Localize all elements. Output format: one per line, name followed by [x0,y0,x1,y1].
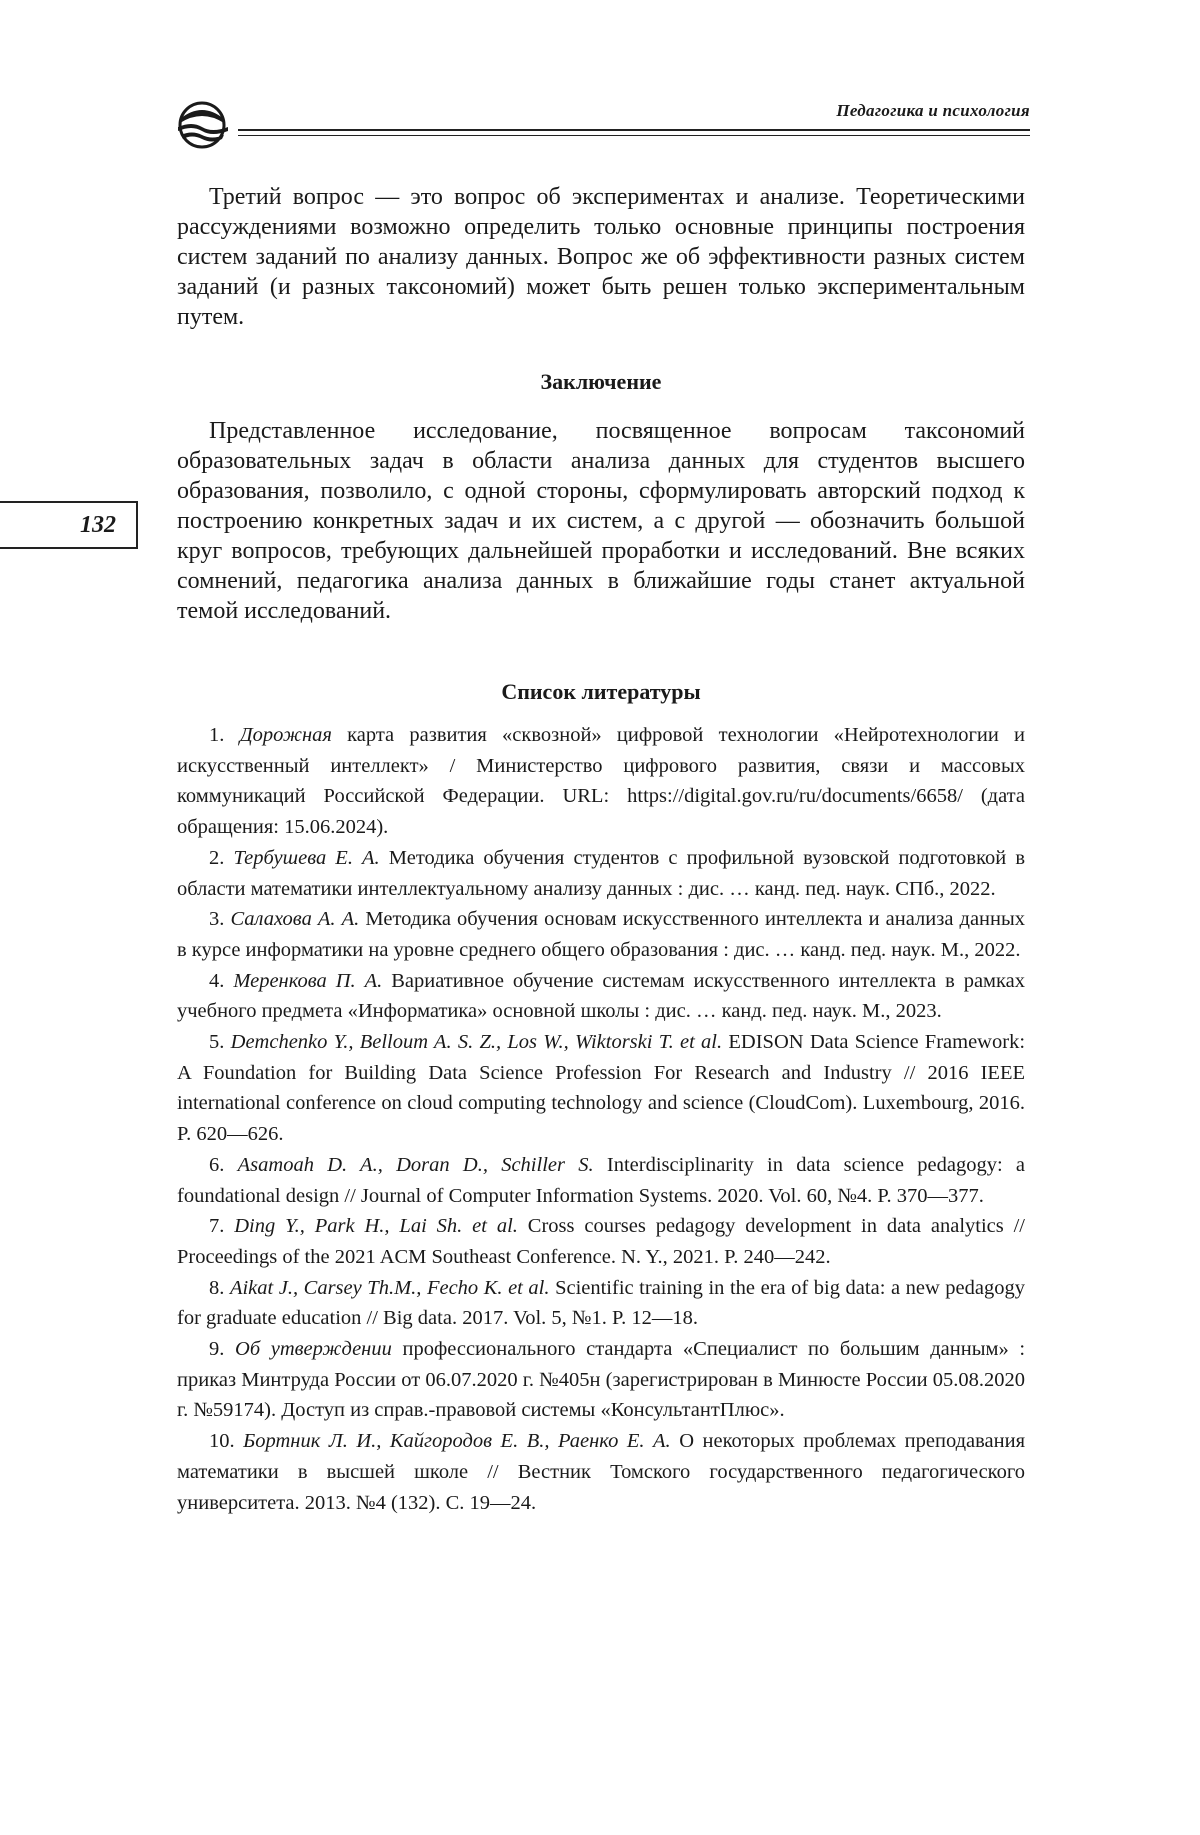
reference-authors: Салахова А. А. [230,908,360,931]
references-heading: Список литературы [501,679,701,704]
reference-number: 2. [209,846,225,869]
journal-logo-icon [172,99,236,151]
reference-authors: Тербушева Е. А. [233,846,380,869]
reference-authors: Demchenko Y., Belloum A. S. Z., Los W., Wiktorski T. et al. [230,1031,723,1054]
reference-text: карта развития «сквозной» цифровой технологии «Нейротехнологии и искусственный интеллект» / Министерство цифрового развития, связи и массовых коммуникаций Российской Федерации. URL: https://digital.gov.ru/ru/documents/6658/ (дата обращения: 15.06.2024). [177,724,1025,839]
reference-item [177,1211,1025,1272]
reference-authors: Дорожная [239,724,332,746]
intro-paragraph: Третий вопрос — это вопрос об экспериментах и анализе. Теоретическими рассуждениями возможно определить только основные принципы построения систем заданий по анализу данных. Вопрос же об эффективности разных систем заданий (и разных таксономий) может быть решен только экспериментальным путем. [177,184,1025,330]
reference-authors: Меренкова П. А. [233,969,383,992]
reference-number: 7. [209,1215,225,1238]
reference-authors: Об утверждении [235,1338,392,1361]
reference-item [177,1027,1025,1150]
header-rule [238,129,1030,131]
reference-authors: Aikat J., Carsey Th.M., Fecho K. et al. [229,1276,550,1299]
reference-text: Cross courses pedagogy development in data analytics // Proceedings of the 2021 ACM Southeast Conference. N. Y., 2021. P. 240—242. [177,1215,1025,1268]
article-body [177,182,1025,1518]
reference-number: 9. [209,1338,225,1361]
reference-item [177,1273,1025,1334]
reference-item [177,1150,1025,1211]
reference-authors: Ding Y., Park H., Lai Sh. et al. [234,1215,518,1238]
reference-number: 10. [209,1430,235,1453]
reference-number: 8. [209,1276,225,1299]
page-number-box [0,501,138,549]
reference-text: EDISON Data Science Framework: A Foundation for Building Data Science Profession For Research and Industry // 2016 IEEE international conference on cloud computing technology and science (CloudCom). Luxembourg, 2016. P. 620—626. [177,1031,1026,1146]
reference-text: Interdisciplinarity in data science pedagogy: a foundational design // Journal of Computer Information Systems. 2020. Vol. 60, №4. P. 370—377. [177,1153,1026,1207]
header-rule-thin [238,135,1030,136]
reference-text: Вариативное обучение системам искусственного интеллекта в рамках учебного предмета «Информатика» основной школы : дис. … канд. пед. наук. М., 2023. [177,969,1026,1023]
reference-item [177,843,1025,904]
reference-text: О некоторых проблемах преподавания математики в высшей школе // Вестник Томского государственного педагогического университета. 2013. №4 (132). С. 19—24. [177,1430,1026,1514]
reference-item [177,1334,1025,1426]
reference-number: 5. [209,1031,225,1054]
running-head: Педагогика и психология [836,101,1030,120]
reference-text: профессионального стандарта «Специалист по большим данным» : приказ Минтруда России от 06.07.2020 г. №405н (зарегистрирован в Минюсте России 05.08.2020 г. №59174). Доступ из справ.-правовой системы «КонсультантПлюс». [177,1338,1026,1422]
reference-authors: Бортник Л. И., Кайгородов Е. В., Раенко Е. А. [243,1430,671,1453]
reference-item [177,966,1025,1027]
reference-number: 4. [209,969,225,992]
reference-text: Методика обучения студентов с профильной вузовской подготовкой в области математики интеллектуальному анализу данных : дис. … канд. пед. наук. СПб., 2022. [177,846,1025,900]
reference-text: Методика обучения основам искусственного интеллекта и анализа данных в курсе информатики на уровне среднего общего образования : дис. … канд. пед. наук. М., 2022. [177,908,1026,961]
conclusion-heading: Заключение [540,369,662,394]
page-number: 132 [80,512,116,538]
reference-number: 3. [209,908,225,931]
reference-list [177,720,1025,1518]
page-header [172,95,1030,155]
reference-text: Scientific training in the era of big data: a new pedagogy for graduate education // Big data. 2017. Vol. 5, №1. P. 12—18. [177,1276,1025,1330]
conclusion-paragraph: Представленное исследование, посвященное вопросам таксономий образовательных задач в области анализа данных для студентов высшего образования, позволило, с одной стороны, сформулировать авторский подход к построению конкретных задач и их систем, а с другой — обозначить большой круг вопросов, требующих дальнейшей проработки и исследований. Вне всяких сомнений, педагогика анализа данных в ближайшие годы станет актуальной темой исследований. [177,418,1025,624]
reference-item [177,1426,1025,1518]
reference-number: 1. [209,724,225,746]
reference-authors: Asamoah D. A., Doran D., Schiller S. [237,1153,594,1176]
reference-item [177,904,1025,965]
reference-number: 6. [209,1153,225,1176]
reference-item [177,720,1025,843]
